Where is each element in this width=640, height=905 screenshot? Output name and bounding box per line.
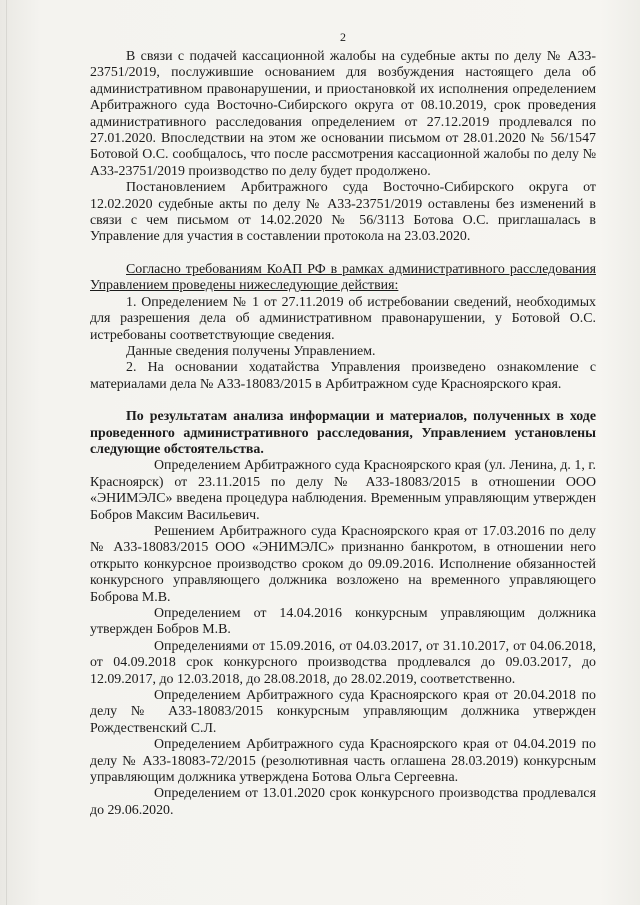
document-body — [90, 49, 596, 819]
paragraph-botova: Определением Арбитражного суда Красноярского края от 04.04.2019 по делу № А33-18083-72/2015 (резолютивная часть оглашена 28.03.2019) конкурсным управляющим должника утверждена Ботова Ольга Сергеевна. — [90, 737, 596, 786]
paragraph-actions-heading: Согласно требованиям КоАП РФ в рамках административного расследования Управлением проведены нижеследующие действия: — [90, 261, 596, 294]
paragraph-rozhdestvensky: Определением Арбитражного суда Красноярского края от 20.04.2018 по делу № А33-18083/2015 конкурсным управляющим должника утвержден Рождественский С.Л. — [90, 688, 596, 736]
paragraph-action-2: 2. На основании ходатайства Управления произведено ознакомление с материалами дела № А33-18083/2015 в Арбитражном суде Красноярского края. — [90, 360, 596, 392]
paragraph-bankruptcy: Решением Арбитражного суда Красноярского края от 17.03.2016 по делу № А33-18083/2015 ООО «ЭНИМЭЛС» признанно банкротом, в отношении него открыто конкурсное производство сроком до 09.09.2016. Исполнение обязанностей конкурсного управляющего должника возложено на временного управляющего Боброва М.В. — [90, 523, 596, 605]
paragraph-data-received: Данные сведения получены Управлением. — [126, 343, 376, 359]
paragraph-cassation: В связи с подачей кассационной жалобы на судебные акты по делу № А33-23751/2019, послужившие основанием для возбуждения настоящего дела об административном правонарушении, и приостановкой их исполнения определением Арбитражного суда Восточно-Сибирского округа от 08.10.2019, срок проведения административного расследования определением от 27.12.2019 продлевался по 27.01.2020. Впоследствии на этом же основании письмом от 28.01.2020 № 56/1547 Ботовой О.С. сообщалось, что после рассмотрения кассационной жалобы по делу № А33-23751/2019 производство по делу будет продолжено. — [90, 49, 596, 179]
paragraph-bobrov: Определением от 14.04.2016 конкурсным управляющим должника утвержден Бобров М.В. — [90, 606, 596, 638]
page-number: 2 — [340, 30, 346, 44]
paragraph-action-1: 1. Определением № 1 от 27.11.2019 об истребовании сведений, необходимых для разрешения дела об административном правонарушении, у Ботовой О.С. истребованы соответствующие сведения. — [90, 294, 596, 343]
paragraph-resolution: Постановлением Арбитражного суда Восточно-Сибирского округа от 12.02.2020 судебные акты по делу № А33-23751/2019 оставлены без изменений в связи с чем письмом от 14.02.2020 № 56/3113 Ботова О.С. приглашалась в Управление для участия в составлении протокола на 23.03.2020. — [90, 180, 596, 245]
paragraph-observation: Определением Арбитражного суда Красноярского края (ул. Ленина, д. 1, г. Красноярск) от 23.11.2015 по делу № А33-18083/2015 в отношении ООО «ЭНИМЭЛС» введена процедура наблюдения. Временным управляющим утвержден Бобров Максим Васильевич. — [90, 458, 596, 523]
spacer — [90, 393, 596, 409]
paragraph-extensions: Определениями от 15.09.2016, от 04.03.2017, от 31.10.2017, от 04.06.2018, от 04.09.2018 срок конкурсного производства продлевался до 09.03.2017, до 12.09.2017, до 12.03.2018, до 28.08.2018, до 28.02.2019, соответственно. — [90, 638, 596, 687]
paragraph-extension-2020: Определением от 13.01.2020 срок конкурсного производства продлевался до 29.06.2020. — [90, 786, 596, 818]
scan-edge — [6, 0, 7, 905]
spacer — [90, 246, 596, 262]
paragraph-findings-heading: По результатам анализа информации и материалов, полученных в ходе проведенного административного расследования, Управлением установлены следующие обстоятельства. — [90, 409, 596, 457]
